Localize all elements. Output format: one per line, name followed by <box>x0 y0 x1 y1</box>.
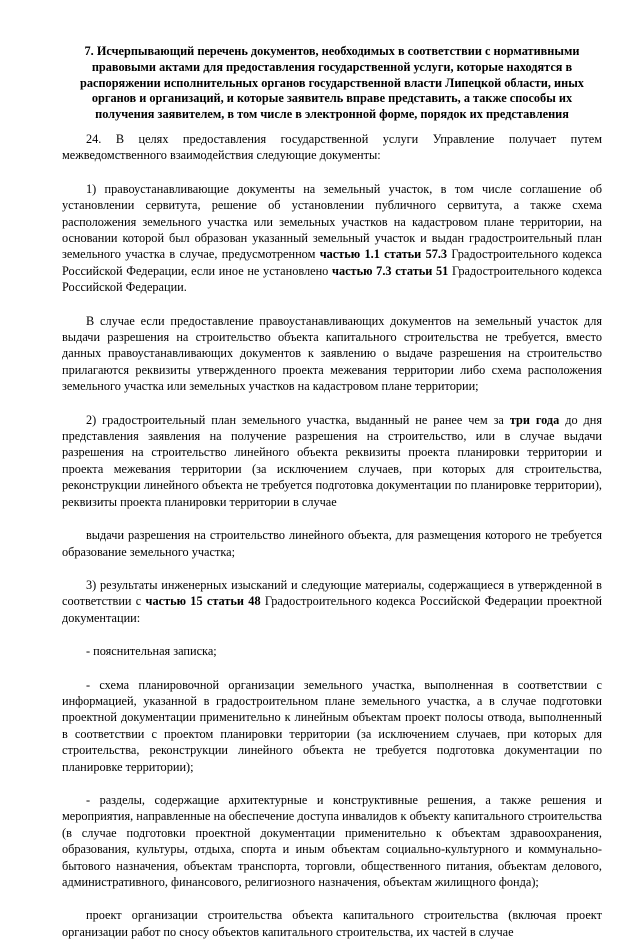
dash-explanatory-note: - пояснительная записка; <box>85 644 217 659</box>
item-3-text-c: Градостроительного кодекса Российской Федерации проектной документации: <box>62 594 603 625</box>
dash-site-scheme: - схема планировочной организации земельного участка, выполненная в соответствии с информацией, указанной в градостроительном плане земельного участка, а в случае подготовки проектной документации применительно к линейным объектам проект полосы отвода, выполненный в соответствии с проектом планировки территории (за исключением случаев, при которых для строительства, реконструкции линейного объекта не требуется подготовка документации по планировке территории); <box>62 677 602 774</box>
item-2-text-a: 2) градостроительный план земельного участка, выданный не ранее чем за <box>85 412 510 427</box>
dash-sections: - разделы, содержащие архитектурные и конструктивные решения, а также решения и мероприятия, направленные на обеспечение доступа инвалидов к объекту капитального строительства (в случае подготовки проектной документации применительно к объектам здравоохранения, образования, культуры, отдыха, спорта и иным объектам социально-культурного и коммунально-бытового назначения, объектам транспорта, торговли, общественного питания, объектам делового, административного, финансового, религиозного назначения, объектам жилищного фонда); <box>62 792 602 890</box>
item-3-paragraph <box>62 577 602 626</box>
item-3-text-a: 3) результаты инженерных изысканий и следующие материалы, содержащиеся в утвержденной в соответствии с <box>62 577 602 609</box>
item-1-paragraph <box>62 181 602 296</box>
item-1-text-d: Градостроительного кодекса Российской Федерации. <box>62 263 602 295</box>
item-1-link-part-1-1-article-57-3: частью 1.1 статьи 57.3 <box>319 247 448 262</box>
item-1-text-a: 1) правоустанавливающие документы на земельный участок, в том числе соглашение об установлении сервитута, решение об установлении публичного сервитута, а также схема расположения земельного участка или земельных участков на кадастровом плане территории, на основании которой был образован указанный земельный участок и выдан градостроительный план земельного участка в случае, предусмотренном <box>62 181 602 262</box>
case-paragraph: В случае если предоставление правоустанавливающих документов на земельный участок для выдачи разрешения на строительство объекта капитального строительства не требуется, вместо данных правоустанавливающих документов к заявлению о выдаче разрешения на строительство прилагаются реквизиты утвержденного проекта межевания территории либо схема расположения земельного участка или земельных участков на кадастровом плане территории; <box>62 313 602 394</box>
issue-paragraph: выдачи разрешения на строительство линейного объекта, для размещения которого не требуется образование земельного участка; <box>62 528 602 559</box>
item-2-paragraph <box>62 412 602 510</box>
project-organization-paragraph: проект организации строительства объекта капитального строительства (включая проект организации работ по сносу объектов капитального строительства, их частей в случае <box>62 908 602 939</box>
item-2-three-years: три года <box>509 412 560 427</box>
item-1-text-c: Градостроительного кодекса Российской Федерации, если иное не установлено <box>62 247 602 278</box>
item-1-link-part-7-3-article-51: частью 7.3 статьи 51 <box>332 263 449 278</box>
document-page <box>62 44 602 940</box>
section-heading: 7. Исчерпывающий перечень документов, необходимых в соответствии с нормативными правовыми актами для предоставления государственной услуги, которые находятся в распоряжении исполнительных органов государственной власти Липецкой области, иных органов и организаций, и которые заявитель вправе представить, а также способы их получения заявителем, в том числе в электронной форме, порядок их представления <box>80 44 584 122</box>
item-3-link-part-15-article-48: частью 15 статьи 48 <box>145 594 261 609</box>
item-2-text-c: до дня представления заявления на получение разрешения на строительство, или в случае выдачи разрешения на строительство линейного объекта реквизиты проекта планировки территории и проекта межевания территории (за исключением случаев, при которых для строительства, реконструкции линейного объекта не требуется подготовка документации по планировке территории), реквизиты проекта планировки территории в случае <box>62 412 602 509</box>
paragraph-24: 24. В целях предоставления государственной услуги Управление получает путем межведомственного взаимодействия следующие документы: <box>62 131 602 163</box>
